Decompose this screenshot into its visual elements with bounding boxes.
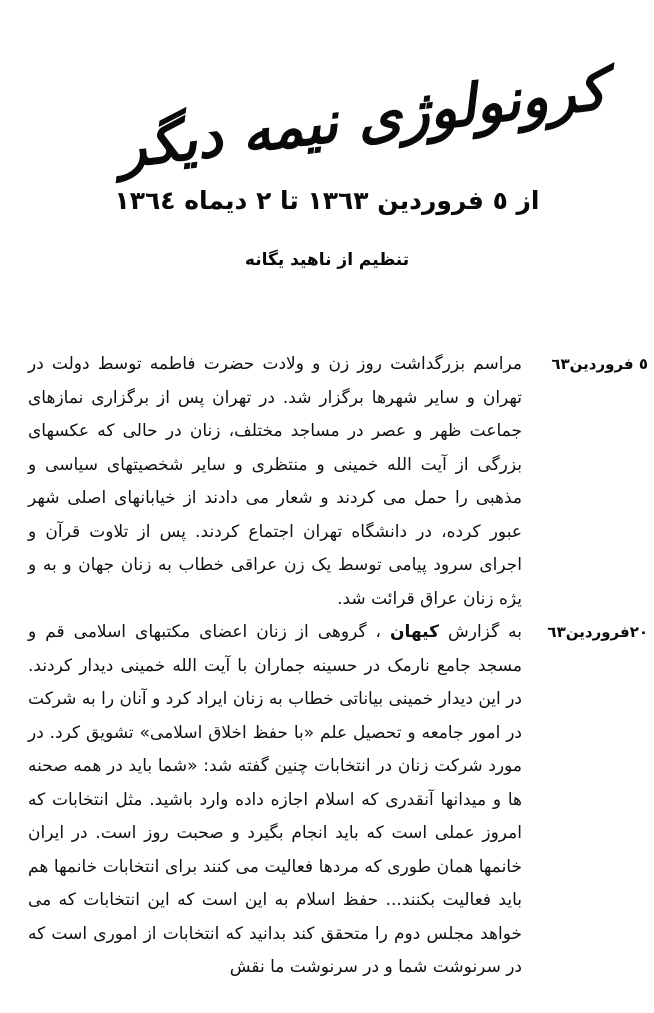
page-title: کرونولوژی نیمه دیگر — [114, 56, 610, 182]
chronology-entry — [28, 616, 648, 985]
entry-text — [28, 616, 522, 985]
entry-margin-date: ٢٠فروردین٦٣ — [547, 623, 648, 641]
entry-text-segment: مراسم بزرگداشت روز زن و ولادت حضرت فاطمه توسط دولت در تهران و سایر شهرها برگزار شد. در تهران پس از برگزاری نمازهای جماعت ظهر و عصر در مساجد مختلف، زنان در حالی که عکسهای بزرگی از آیت الله خمینی و منتظری و سایر شخصیتهای سیاسی و مذهبی را حمل می کردند و شعار می دادند از خیابانهای اصلی شهر عبور کرده، در دانشگاه تهران اجتماع کردند. پس از تلاوت قرآن و اجرای سرود پیامی توسط یک زن عراقی خطاب به زنان جهان و به و یژه زنان عراق قرائت شد. — [28, 354, 522, 609]
entry-margin-date: ٥ فروردین٦٣ — [551, 355, 648, 373]
entry-text — [28, 348, 522, 616]
date-range-subtitle: از ٥ فروردین ١٣٦٣ تا ٢ دیماه ١٣٦٤ — [114, 186, 540, 215]
chronology-entry — [28, 348, 648, 616]
entry-text-emphasis: کیهان — [390, 622, 439, 642]
entry-text-segment: ، گروهی از زنان اعضای مکتبهای اسلامی قم و مسجد جامع نارمک در حسینه جماران با آیت الله خمینی دیدار کردند. در این دیدار خمینی بیاناتی خطاب به زنان ایراد کرد و آنان را به شرکت در امور جامعه و تحصیل علم «با حفظ اخلاق اسلامی» تشویق کرد. در مورد شرکت زنان در انتخابات چنین گفته شد: «شما باید در همه صحنه ها و میدانها آنقدری که اسلام اجازه داده وارد باشید. مثل انتخابات که امروز عملی است که باید انجام بگیرد و صحبت روز است. در ایران خانمها همان طوری که مردها فعالیت می کنند برای انتخابات خانمها هم باید فعالیت بکنند... حفظ اسلام به این است که این انتخابات که می خواهد مجلس دوم را متحقق کند بدانید که انتخابات از اموری است که در سرنوشت شما و در سرنوشت ما نقش — [28, 622, 522, 977]
entry-text-segment: به گزارش — [439, 622, 523, 642]
byline: تنظیم از ناهید یگانه — [244, 250, 410, 270]
chronology-entries — [28, 348, 648, 985]
